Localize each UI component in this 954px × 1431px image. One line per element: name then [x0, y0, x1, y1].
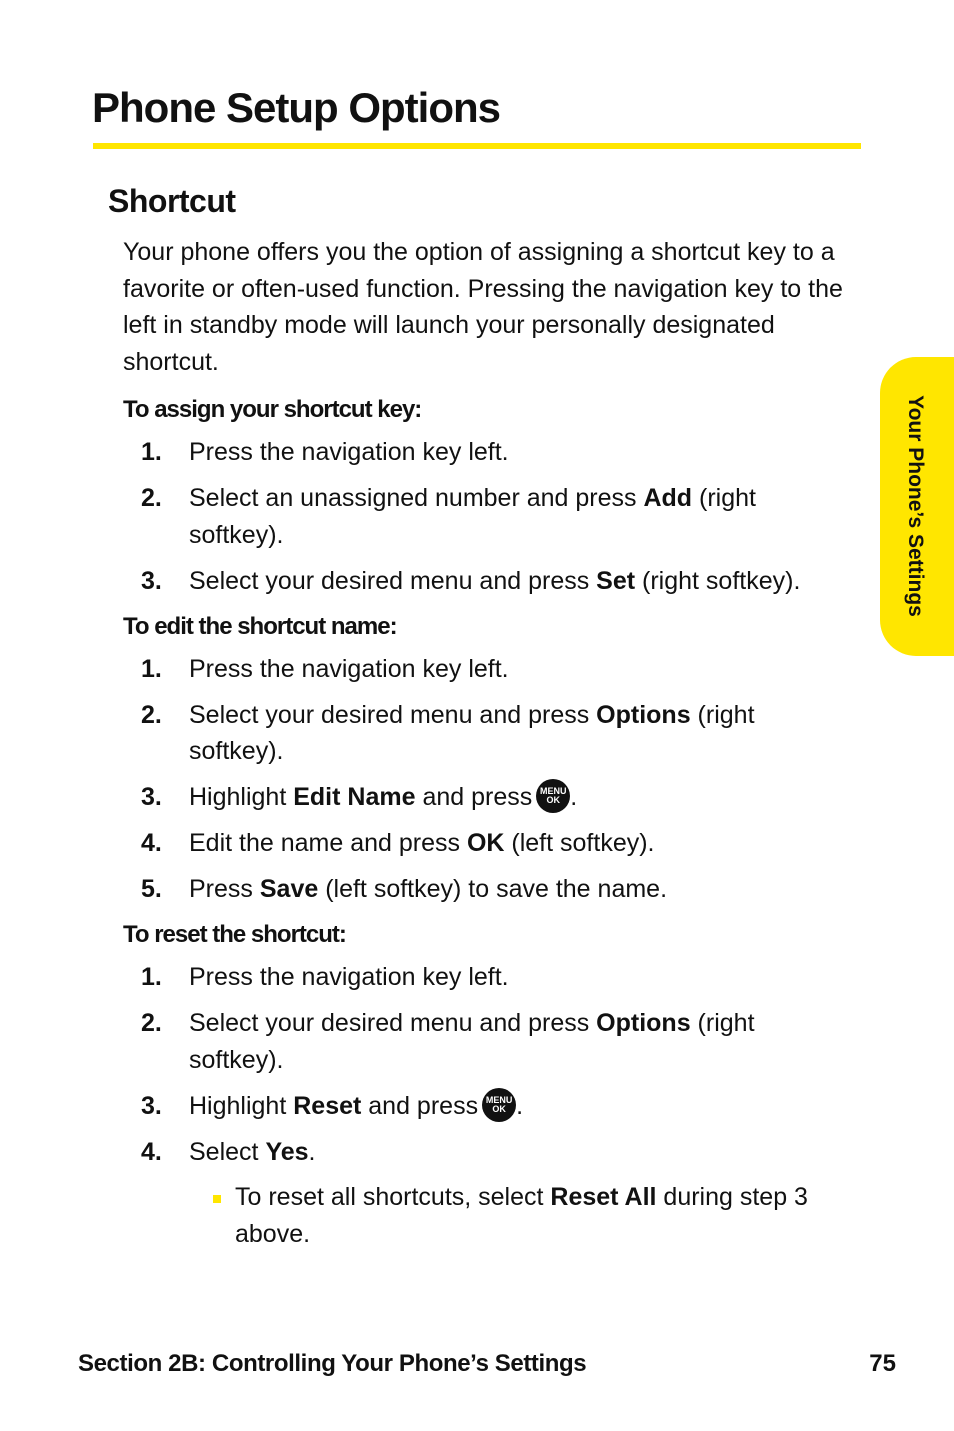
edit-step-2	[123, 697, 843, 770]
reset-step-1	[123, 959, 843, 996]
edit-heading: To edit the shortcut name:	[123, 612, 397, 640]
menu-ok-icon	[536, 779, 570, 813]
intro-paragraph: Your phone offers you the option of assigning a shortcut key to a favorite or often-used function. Pressing the navigation key to the left in standby mode will launch your personally designated shortcut.	[123, 238, 843, 376]
edit-name-label: Edit Name	[293, 783, 416, 811]
step-number: 2.	[141, 1009, 162, 1037]
step-text-end: (right softkey).	[189, 1009, 755, 1074]
assign-heading: To assign your shortcut key:	[123, 396, 422, 423]
step-text: Select your desired menu and press	[189, 1009, 597, 1037]
edit-steps	[123, 651, 843, 908]
assign-step-1	[123, 434, 843, 471]
page-content	[123, 234, 843, 1262]
footer-page-number: 75	[869, 1350, 896, 1377]
ok-softkey-label: OK	[466, 829, 505, 857]
assign-steps	[123, 434, 843, 599]
reset-note	[189, 1179, 843, 1252]
options-softkey-label: Options	[596, 700, 691, 729]
step-number: 3.	[141, 566, 162, 595]
step-text-end: .	[308, 1137, 316, 1166]
add-softkey-label: Add	[643, 484, 693, 512]
menu-icon-text: MENU	[540, 786, 567, 796]
step-text: Press the navigation key left.	[189, 963, 509, 991]
step-text-mid: and press	[361, 1091, 479, 1120]
step-text-end: .	[570, 783, 578, 811]
step-number: 2.	[141, 700, 162, 729]
step-number: 3.	[141, 783, 162, 811]
menu-icon-text: MENU	[485, 1094, 513, 1105]
reset-step-3	[123, 1088, 843, 1125]
edit-step-1	[123, 651, 843, 688]
step-text: Highlight	[189, 1091, 294, 1120]
step-text: Select an unassigned number and press	[189, 484, 644, 512]
reset-all-label: Reset All	[550, 1183, 657, 1211]
step-text-end: (right softkey).	[189, 484, 756, 549]
footer-section-title: Section 2B: Controlling Your Phone’s Settings	[78, 1350, 587, 1377]
step-text: Edit the name and press	[189, 829, 467, 857]
set-softkey-label: Set	[596, 566, 636, 595]
reset-step-4	[123, 1134, 843, 1253]
yes-label: Yes	[265, 1137, 309, 1166]
step-text: Press	[189, 875, 260, 903]
reset-label: Reset	[293, 1091, 362, 1120]
assign-step-2	[123, 480, 843, 553]
step-number: 4.	[141, 1137, 162, 1166]
step-text-end: .	[516, 1091, 524, 1120]
side-tab-label: Your Phone’s Settings	[904, 395, 927, 617]
reset-step-2	[123, 1005, 843, 1078]
step-text-end: (left softkey) to save the name.	[318, 875, 668, 903]
step-text: Highlight	[189, 783, 294, 811]
options-softkey-label: Options	[596, 1009, 691, 1037]
step-text-mid: and press	[415, 783, 533, 811]
step-number: 4.	[141, 829, 162, 857]
note-text: To reset all shortcuts, select	[235, 1183, 551, 1211]
save-softkey-label: Save	[259, 875, 319, 903]
step-text-end: (right softkey).	[189, 700, 755, 765]
step-text-end: (left softkey).	[504, 829, 655, 857]
step-text: Press the navigation key left.	[189, 438, 509, 466]
step-text: Select your desired menu and press	[189, 566, 597, 595]
reset-heading: To reset the shortcut:	[123, 921, 346, 948]
step-number: 1.	[141, 654, 162, 683]
square-bullet-icon	[213, 1195, 221, 1203]
note-text-end: during step 3 above.	[235, 1183, 808, 1248]
step-text-end: (right softkey).	[635, 566, 801, 595]
page-title: Phone Setup Options	[92, 84, 500, 131]
step-number: 1.	[141, 438, 162, 466]
step-number: 1.	[141, 963, 162, 991]
assign-step-3	[123, 563, 843, 600]
edit-step-5	[123, 871, 843, 908]
title-rule	[93, 143, 861, 149]
step-text: Select	[189, 1137, 266, 1166]
reset-steps	[123, 959, 843, 1252]
step-number: 3.	[141, 1091, 162, 1120]
ok-icon-text: OK	[492, 1103, 506, 1114]
section-heading: Shortcut	[108, 183, 236, 219]
edit-step-3	[123, 779, 843, 816]
step-text: Select your desired menu and press	[189, 700, 597, 729]
menu-ok-icon	[482, 1088, 516, 1122]
ok-icon-text: OK	[546, 795, 560, 805]
edit-step-4	[123, 825, 843, 862]
step-number: 5.	[141, 875, 162, 903]
step-text: Press the navigation key left.	[189, 654, 509, 683]
step-number: 2.	[141, 484, 162, 512]
reset-note-list	[189, 1179, 843, 1252]
